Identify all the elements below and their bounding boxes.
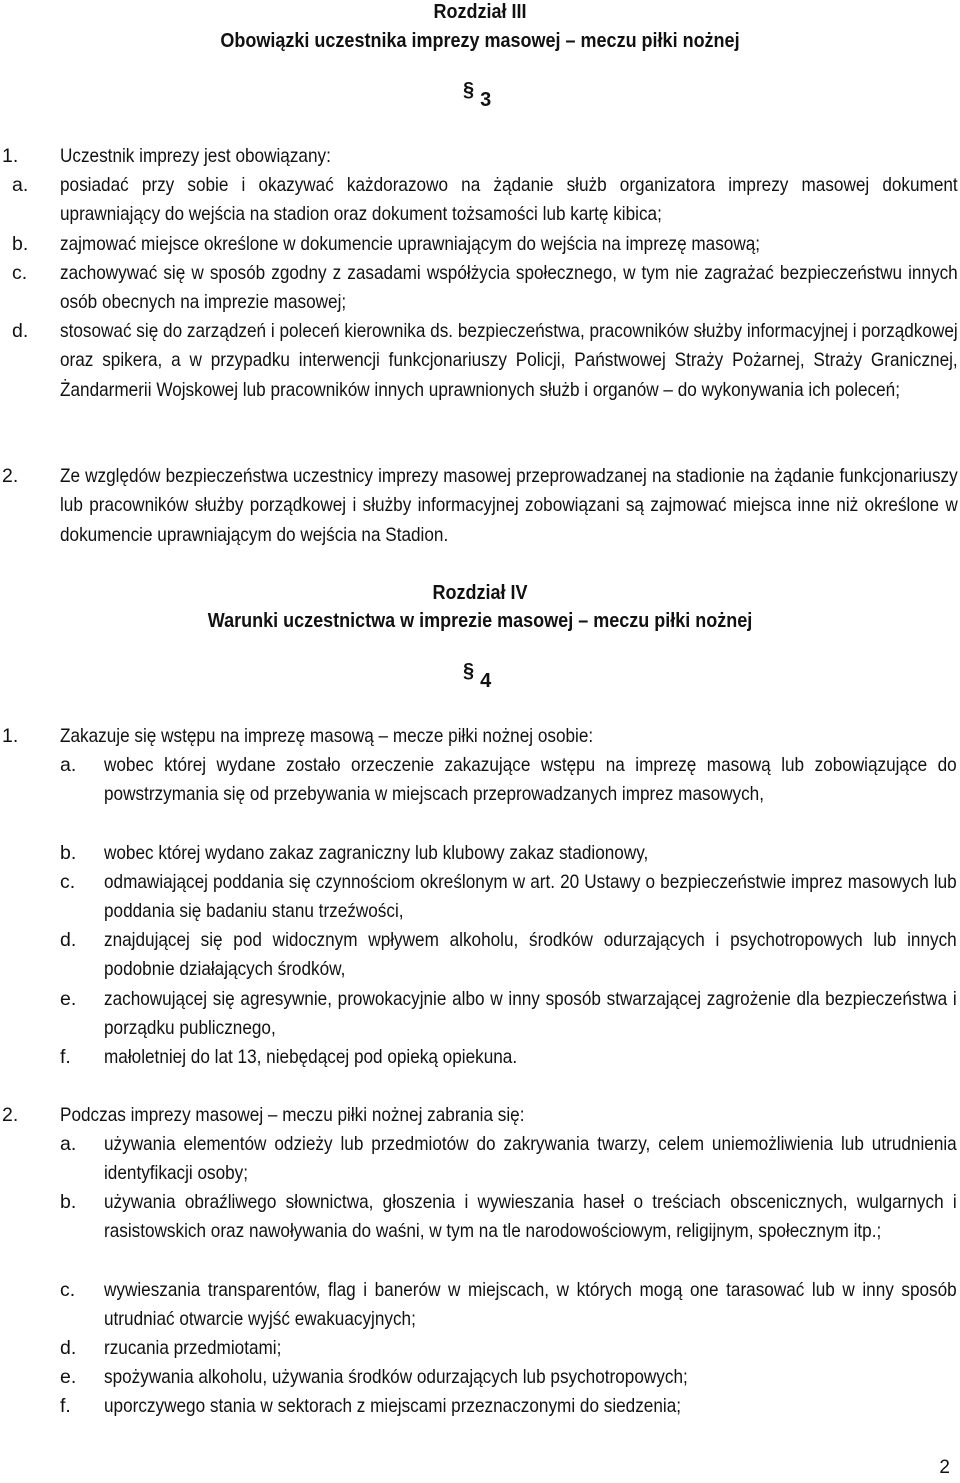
list-label: c. [60, 871, 76, 893]
section-number: 4 [480, 670, 492, 692]
list-item: wobec której wydane zostało orzeczenie zakazujące wstępu na imprezę masową lub zobowiązujące do powstrzymania się od przebywania w miejscach przeprowadzanych imprez masowych, [104, 754, 957, 806]
point-text: Ze względów bezpieczeństwa uczestnicy imprezy masowej przeprowadzanej na stadionie na żądanie funkcjonariuszy lub pracowników służby porządkowej i służby informacyjnej zobowiązani są zajmować miejsca inne niż określone w dokumencie uprawniającym do wejścia na Stadion. [60, 465, 958, 546]
section-number: 3 [480, 89, 492, 111]
point-intro: Zakazuje się wstępu na imprezę masową – mecze piłki nożnej osobie: [60, 725, 594, 747]
chapter-3-subtitle: Obowiązki uczestnika imprezy masowej – meczu piłki nożnej [220, 30, 740, 52]
point-intro: Podczas imprezy masowej – meczu piłki nożnej zabrania się: [60, 1104, 525, 1126]
point-intro: Uczestnik imprezy jest obowiązany: [60, 145, 331, 167]
section-4-heading [463, 660, 492, 693]
section-3-heading [463, 79, 492, 112]
list-item: zajmować miejsce określone w dokumencie uprawniającym do wejścia na imprezę masową; [60, 233, 761, 255]
page-number: 2 [939, 1457, 950, 1478]
list-item: wobec której wydano zakaz zagraniczny lub klubowy zakaz stadionowy, [104, 842, 649, 864]
list-item: rzucania przedmiotami; [104, 1337, 282, 1359]
list-item: zachowującej się agresywnie, prowokacyjnie albo w inny sposób stwarzającej zagrożenie dla bezpieczeństwa i porządku publicznego, [104, 988, 957, 1040]
list-label: f. [60, 1395, 71, 1417]
list-item: uporczywego stania w sektorach z miejscami przeznaczonymi do siedzenia; [104, 1395, 682, 1417]
list-item: stosować się do zarządzeń i poleceń kierownika ds. bezpieczeństwa, pracowników służby informacyjnej i porządkowej oraz spikera, a w przypadku interwencji funkcjonariuszy Policji, Państwowej Straży Pożarnej, Straży Granicznej, Żandarmerii Wojskowej lub pracowników innych uprawnionych służb i organów – do wykonywania ich poleceń; [60, 320, 958, 401]
list-item: małoletniej do lat 13, niebędącej pod opieką opiekuna. [104, 1046, 518, 1068]
point-number: 1. [2, 145, 19, 167]
point-number: 2. [2, 465, 19, 487]
list-label: a. [60, 754, 77, 776]
list-label: b. [60, 1191, 77, 1213]
list-label: e. [60, 1366, 77, 1388]
list-item: odmawiającej poddania się czynnościom określonym w art. 20 Ustawy o bezpieczeństwie imprez masowych lub poddania się badaniu stanu trzeźwości, [104, 871, 957, 923]
list-item: używania elementów odzieży lub przedmiotów do zakrywania twarzy, celem uniemożliwienia lub utrudnienia identyfikacji osoby; [104, 1133, 957, 1185]
chapter-4-title: Rozdział IV [432, 582, 528, 604]
list-item: zachowywać się w sposób zgodny z zasadami współżycia społecznego, w tym nie zagrażać bezpieczeństwu innych osób obecnych na imprezie masowej; [60, 262, 958, 314]
list-item: znajdującej się pod widocznym wpływem alkoholu, środków odurzających i psychotropowych lub innych podobnie działających środków, [104, 929, 957, 981]
section-symbol: § [463, 660, 475, 682]
list-label: d. [60, 929, 77, 951]
list-label: c. [12, 262, 28, 284]
list-item: wywieszania transparentów, flag i banerów w miejscach, w których mogą one tarasować lub w inny sposób utrudniać otwarcie wyjść ewakuacyjnych; [104, 1279, 957, 1331]
list-label: e. [60, 988, 77, 1010]
list-item: posiadać przy sobie i okazywać każdorazowo na żądanie służb organizatora imprezy masowej dokument uprawniający do wejścia na stadion oraz dokument tożsamości lub kartę kibica; [60, 174, 958, 226]
list-label: a. [60, 1133, 77, 1155]
section-symbol: § [463, 79, 475, 101]
list-label: a. [12, 174, 29, 196]
list-label: d. [12, 320, 29, 342]
list-item: używania obraźliwego słownictwa, głoszenia i wywieszania haseł o treściach obscenicznych, wulgarnych i rasistowskich oraz nawoływania do waśni, w tym na tle narodowościowym, religijnym, społecznym itp.; [104, 1191, 957, 1243]
list-label: b. [60, 842, 77, 864]
point-number: 2. [2, 1104, 19, 1126]
chapter-3-title: Rozdział III [433, 1, 527, 23]
list-label: d. [60, 1337, 77, 1359]
list-item: spożywania alkoholu, używania środków odurzających lub psychotropowych; [104, 1366, 688, 1388]
chapter-4-subtitle: Warunki uczestnictwa w imprezie masowej – meczu piłki nożnej [207, 610, 753, 632]
list-label: b. [12, 233, 29, 255]
list-label: c. [60, 1279, 76, 1301]
list-label: f. [60, 1046, 71, 1068]
point-number: 1. [2, 725, 19, 747]
